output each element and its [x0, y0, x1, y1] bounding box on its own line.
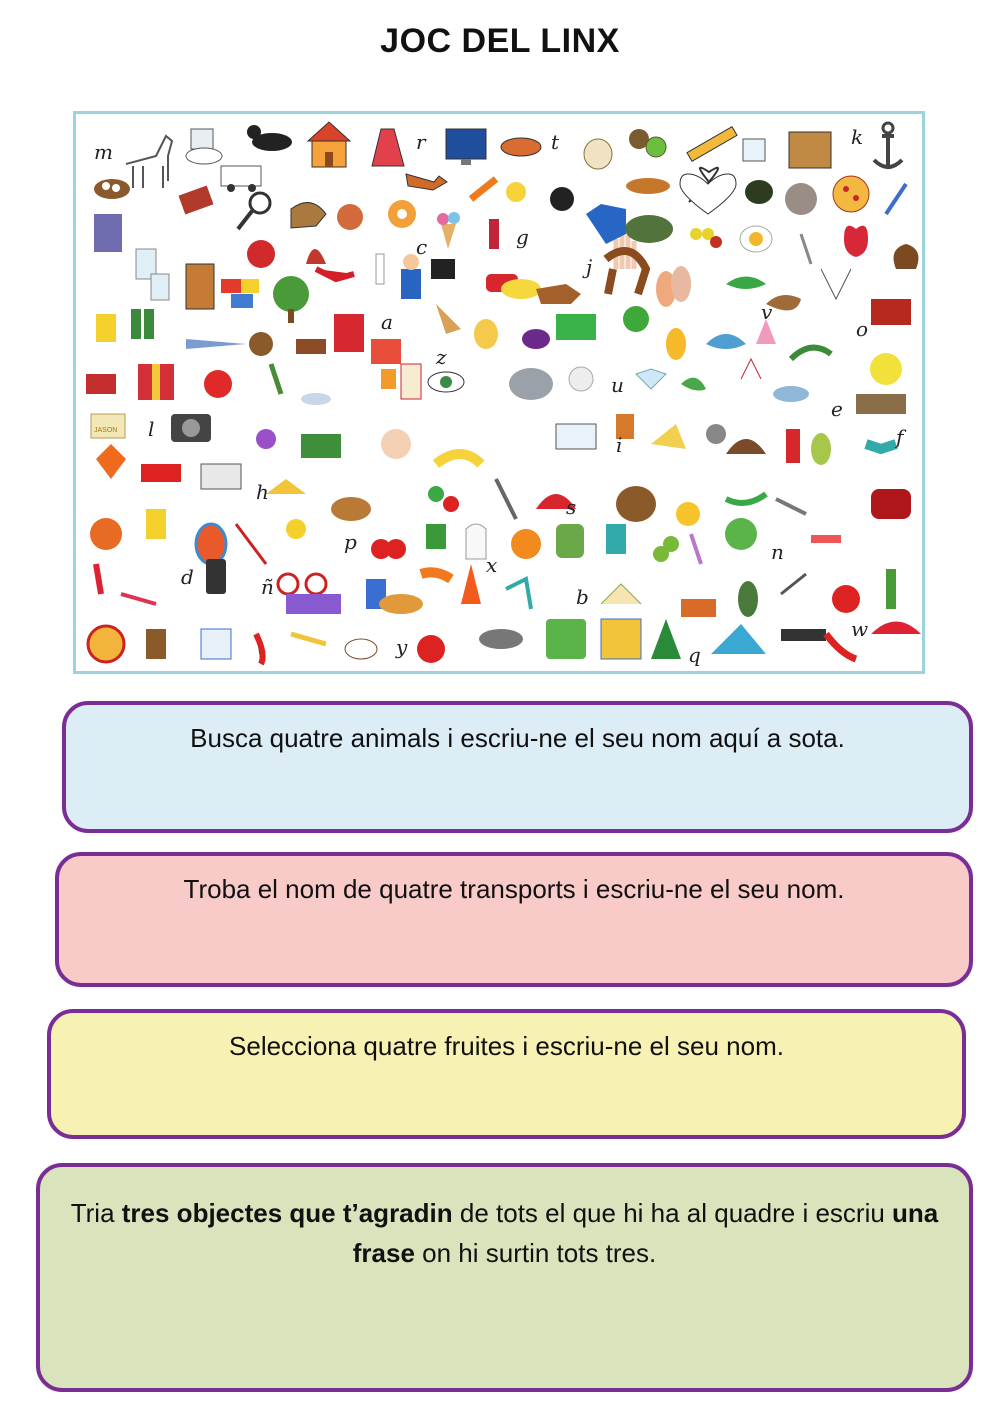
sentence-bold-1: tres objectes que t’agradin [121, 1198, 453, 1228]
task-prompt-sentence [40, 1193, 969, 1273]
letter-4: c [416, 235, 428, 259]
letter-11: o [856, 317, 869, 341]
letter-14: f [896, 425, 904, 449]
letter-7: a [381, 310, 393, 334]
letter-18: p [344, 530, 357, 554]
letter-19: n [771, 540, 784, 564]
letter-2: t [551, 130, 560, 154]
letter-8: z [436, 345, 447, 369]
sentence-bold-2: una frase [352, 1198, 939, 1268]
letter-3: k [851, 125, 864, 149]
letter-5: g [516, 225, 529, 249]
sentence-text-3: on hi surtin tots tres. [414, 1238, 657, 1268]
letter-15: h [256, 480, 269, 504]
task-prompt-transports: Troba el nom de quatre transports i escriu-ne el seu nom. [183, 874, 845, 904]
task-box-animals[interactable] [62, 701, 973, 833]
letter-16: s [566, 495, 577, 519]
letter-10: v [761, 300, 773, 324]
task-prompt-animals: Busca quatre animals i escriu-ne el seu nom aquí a sota. [190, 723, 845, 753]
letter-23: b [576, 585, 589, 609]
letter-25: q [688, 643, 701, 667]
letter-9: u [611, 373, 624, 397]
task-box-sentence[interactable] [36, 1163, 973, 1392]
task-box-transports[interactable] [55, 852, 973, 987]
sentence-text-1: Tria [70, 1198, 122, 1228]
letter-21: x [486, 553, 498, 577]
task-prompt-fruits: Selecciona quatre fruites i escriu-ne el seu nom. [229, 1031, 784, 1061]
letter-6: j [586, 255, 593, 279]
illustrated-objects-grid-icon [76, 114, 922, 671]
letter-17: i [616, 433, 623, 457]
task-box-fruits[interactable] [47, 1009, 966, 1139]
letter-13: e [831, 397, 843, 421]
page-title: JOC DEL LINX [380, 22, 620, 60]
letter-26: w [851, 617, 869, 641]
sentence-text-2: de tots el que hi ha al quadre i escriu [452, 1198, 893, 1228]
lynx-game-picture [73, 111, 925, 674]
letter-22: ñ [261, 575, 274, 599]
sign-label: JASON [94, 427, 118, 434]
letter-0: m [94, 140, 113, 164]
letter-1: r [416, 130, 426, 154]
letter-24: y [396, 635, 408, 659]
letter-12: l [148, 417, 155, 441]
object-drawings [86, 122, 921, 664]
letter-20: d [181, 565, 194, 589]
